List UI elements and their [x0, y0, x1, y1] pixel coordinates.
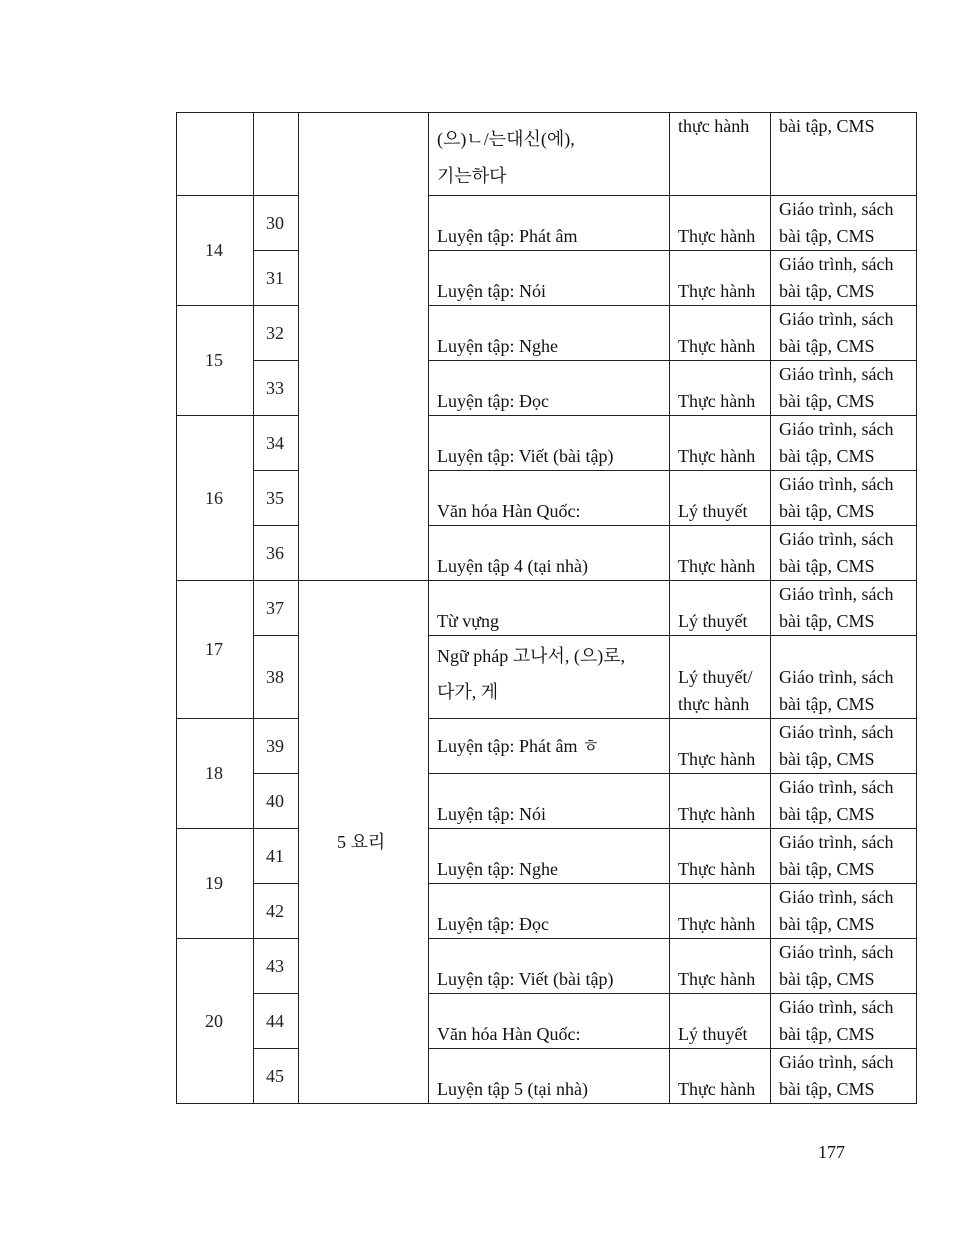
material-line: bài tập, CMS: [779, 556, 875, 576]
material-text: bài tập, CMS: [779, 116, 875, 136]
form-cell: Thực hành: [670, 361, 771, 416]
material-line: bài tập, CMS: [779, 694, 875, 714]
content-cell: Văn hóa Hàn Quốc:: [429, 994, 670, 1049]
table-row: [177, 196, 917, 251]
session-cell: 43: [254, 939, 299, 994]
form-cell: Thực hành: [670, 306, 771, 361]
material-cell: [771, 774, 917, 829]
session-cell: 40: [254, 774, 299, 829]
week-cell: 15: [177, 306, 254, 416]
material-line: Giáo trình, sách: [779, 584, 894, 604]
content-cell: Luyện tập: Nghe: [429, 829, 670, 884]
table-row: [177, 774, 917, 829]
table-row: [177, 636, 917, 719]
material-cell: [771, 1049, 917, 1104]
session-cell: 42: [254, 884, 299, 939]
material-line: bài tập, CMS: [779, 859, 875, 879]
table-row: [177, 306, 917, 361]
material-cell: [771, 719, 917, 774]
week-cell: 14: [177, 196, 254, 306]
material-cell: [771, 361, 917, 416]
form-cell: Thực hành: [670, 719, 771, 774]
material-cell: [771, 306, 917, 361]
schedule-table: [176, 112, 917, 1104]
form-cell: Lý thuyết: [670, 581, 771, 636]
content-line: 기는하다: [437, 166, 507, 186]
material-cell: [771, 416, 917, 471]
material-cell: [771, 636, 917, 719]
content-cell: Từ vựng: [429, 581, 670, 636]
table-row: [177, 939, 917, 994]
form-cell: Thực hành: [670, 829, 771, 884]
material-cell: [771, 113, 917, 196]
week-cell: [177, 113, 254, 196]
material-line: Giáo trình, sách: [779, 887, 894, 907]
form-cell: Thực hành: [670, 251, 771, 306]
content-line: 다가, 게: [437, 682, 499, 702]
content-cell: Luyện tập 5 (tại nhà): [429, 1049, 670, 1104]
content-cell: Luyện tập: Viết (bài tập): [429, 416, 670, 471]
session-cell: 32: [254, 306, 299, 361]
table-row: [177, 251, 917, 306]
material-line: Giáo trình, sách: [779, 667, 894, 687]
session-cell: 41: [254, 829, 299, 884]
session-cell: 34: [254, 416, 299, 471]
material-line: Giáo trình, sách: [779, 474, 894, 494]
content-cell: Luyện tập: Viết (bài tập): [429, 939, 670, 994]
table-row: [177, 829, 917, 884]
table-row: [177, 1049, 917, 1104]
session-cell: 33: [254, 361, 299, 416]
content-cell: Luyện tập: Nói: [429, 251, 670, 306]
session-cell: 36: [254, 526, 299, 581]
week-cell: 20: [177, 939, 254, 1104]
session-cell: 35: [254, 471, 299, 526]
content-cell: [429, 636, 670, 719]
material-cell: [771, 526, 917, 581]
material-line: Giáo trình, sách: [779, 942, 894, 962]
material-line: bài tập, CMS: [779, 749, 875, 769]
material-line: Giáo trình, sách: [779, 309, 894, 329]
material-line: bài tập, CMS: [779, 226, 875, 246]
session-cell: 39: [254, 719, 299, 774]
material-line: Giáo trình, sách: [779, 529, 894, 549]
form-cell: Thực hành: [670, 416, 771, 471]
form-cell: Thực hành: [670, 196, 771, 251]
table-row: [177, 719, 917, 774]
material-line: bài tập, CMS: [779, 501, 875, 521]
form-cell: Lý thuyết: [670, 994, 771, 1049]
unit-cell: 5 요리: [299, 581, 429, 1104]
material-line: bài tập, CMS: [779, 446, 875, 466]
material-cell: [771, 939, 917, 994]
material-line: Giáo trình, sách: [779, 722, 894, 742]
material-cell: [771, 471, 917, 526]
content-cell: Luyện tập 4 (tại nhà): [429, 526, 670, 581]
session-cell: 37: [254, 581, 299, 636]
material-cell: [771, 829, 917, 884]
form-cell: Thực hành: [670, 774, 771, 829]
content-cell: Luyện tập: Nghe: [429, 306, 670, 361]
form-cell: [670, 636, 771, 719]
form-line: thực hành: [678, 694, 750, 714]
material-line: Giáo trình, sách: [779, 997, 894, 1017]
material-line: bài tập, CMS: [779, 969, 875, 989]
week-cell: 19: [177, 829, 254, 939]
table-row: [177, 471, 917, 526]
session-cell: 38: [254, 636, 299, 719]
material-line: bài tập, CMS: [779, 1024, 875, 1044]
week-cell: 16: [177, 416, 254, 581]
session-cell: 30: [254, 196, 299, 251]
form-text: thực hành: [678, 116, 750, 136]
material-line: Giáo trình, sách: [779, 1052, 894, 1072]
form-cell: Thực hành: [670, 1049, 771, 1104]
table-row: [177, 994, 917, 1049]
content-cell: Luyện tập: Phát âm: [429, 196, 670, 251]
unit-cell-previous: [299, 113, 429, 581]
form-cell: [670, 113, 771, 196]
content-cell: Luyện tập: Nói: [429, 774, 670, 829]
material-line: bài tập, CMS: [779, 391, 875, 411]
material-line: bài tập, CMS: [779, 611, 875, 631]
form-cell: Thực hành: [670, 526, 771, 581]
material-cell: [771, 196, 917, 251]
table-row: [177, 884, 917, 939]
table-row: [177, 526, 917, 581]
material-cell: [771, 994, 917, 1049]
table-row: [177, 416, 917, 471]
material-line: Giáo trình, sách: [779, 364, 894, 384]
page-number: 177: [818, 1142, 845, 1162]
form-cell: Lý thuyết: [670, 471, 771, 526]
material-line: bài tập, CMS: [779, 914, 875, 934]
week-cell: 17: [177, 581, 254, 719]
material-line: Giáo trình, sách: [779, 832, 894, 852]
material-cell: [771, 251, 917, 306]
material-cell: [771, 581, 917, 636]
content-cell: [429, 113, 670, 196]
session-cell: 44: [254, 994, 299, 1049]
session-cell: 45: [254, 1049, 299, 1104]
material-line: Giáo trình, sách: [779, 419, 894, 439]
material-line: bài tập, CMS: [779, 281, 875, 301]
material-line: bài tập, CMS: [779, 336, 875, 356]
content-line: (으)ㄴ/는대신(에),: [437, 129, 575, 149]
form-line: Lý thuyết/: [678, 667, 753, 687]
material-line: Giáo trình, sách: [779, 254, 894, 274]
content-line: Ngữ pháp 고나서, (으)로,: [437, 646, 626, 666]
material-cell: [771, 884, 917, 939]
material-line: Giáo trình, sách: [779, 777, 894, 797]
material-line: bài tập, CMS: [779, 804, 875, 824]
content-cell: Luyện tập: Đọc: [429, 361, 670, 416]
session-cell: 31: [254, 251, 299, 306]
session-cell: [254, 113, 299, 196]
form-cell: Thực hành: [670, 884, 771, 939]
week-cell: 18: [177, 719, 254, 829]
form-cell: Thực hành: [670, 939, 771, 994]
material-line: Giáo trình, sách: [779, 199, 894, 219]
table-row: [177, 361, 917, 416]
table-row: [177, 581, 917, 636]
material-line: bài tập, CMS: [779, 1079, 875, 1099]
content-cell: Luyện tập: Đọc: [429, 884, 670, 939]
content-cell: Luyện tập: Phát âm ㅎ: [429, 719, 670, 774]
table-row: [177, 113, 917, 196]
content-cell: Văn hóa Hàn Quốc:: [429, 471, 670, 526]
